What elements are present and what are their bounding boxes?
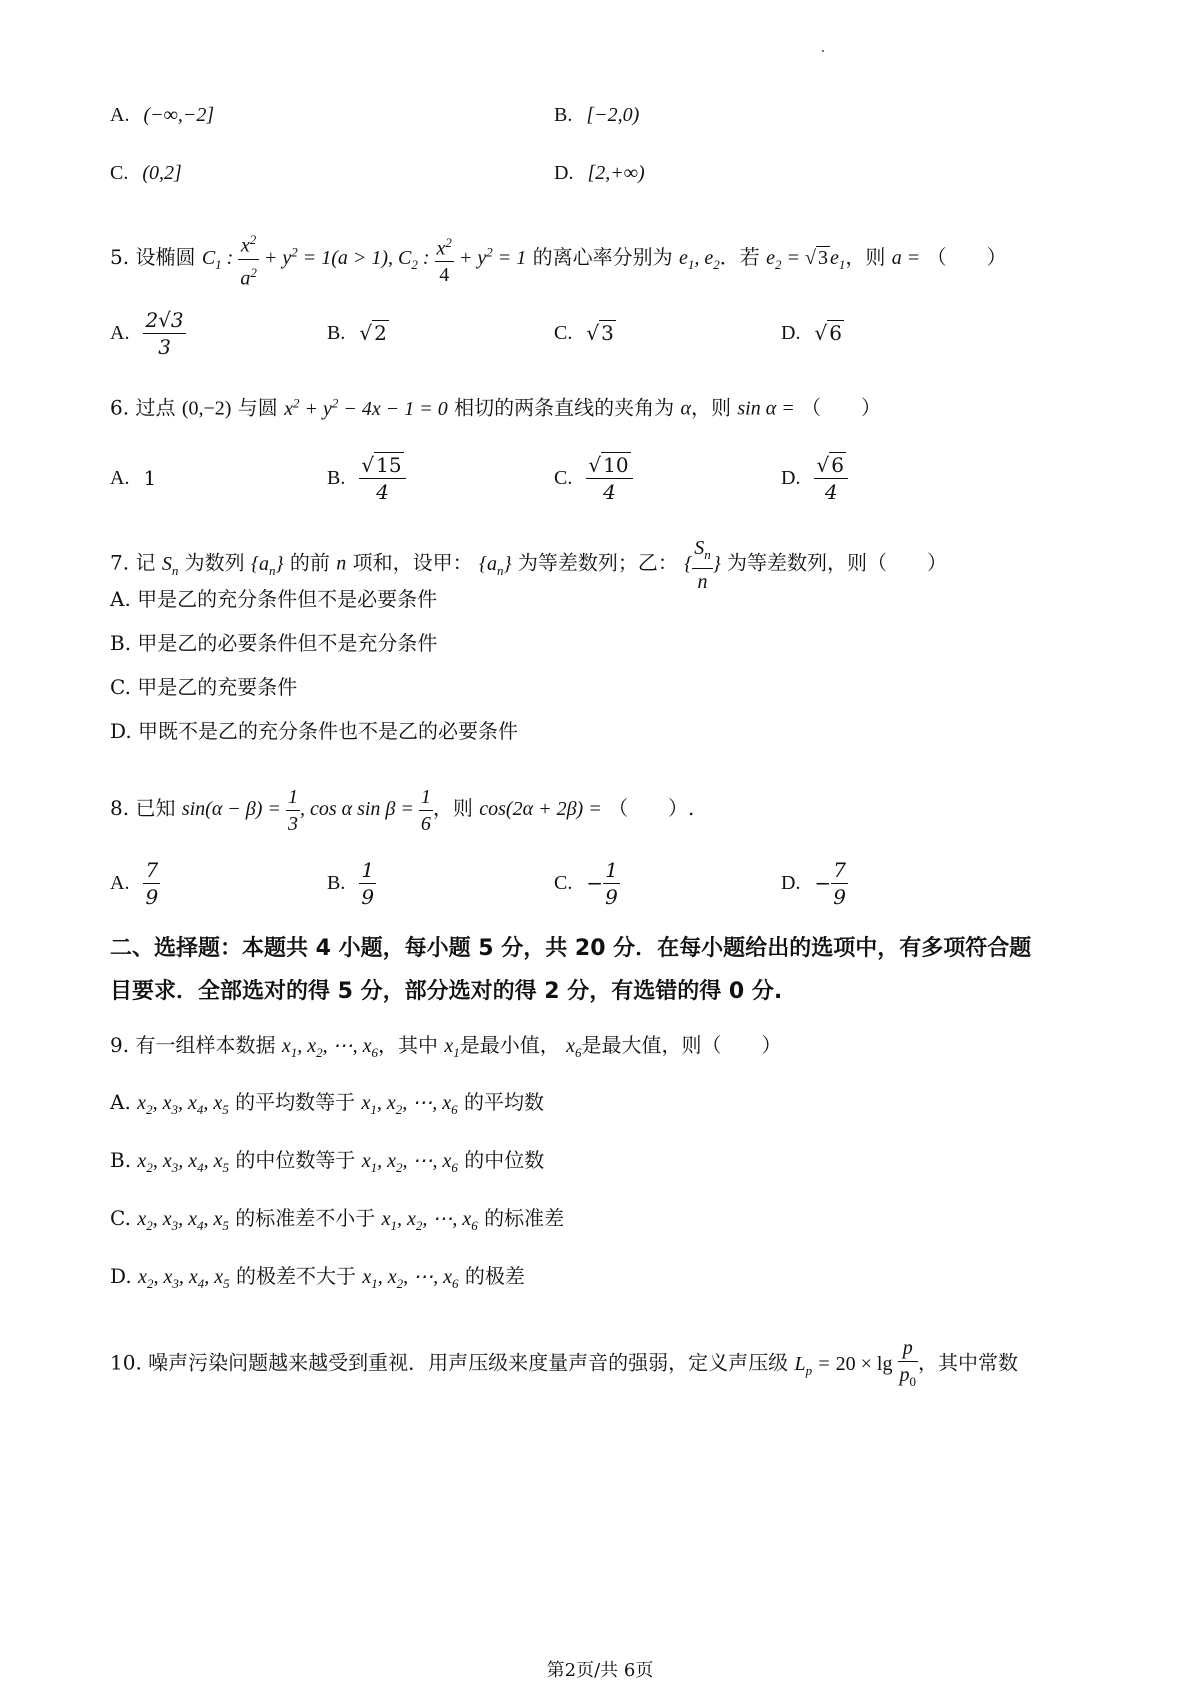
- q9-option-c[interactable]: C. $x_2$, $x_3$, $x_4$, $x_5$ 的标准差不小于 $x_1$, $x_2$, ⋯, $x_6$ 的标准差: [110, 1206, 565, 1233]
- q4-option-c[interactable]: C. (0,2]: [110, 161, 182, 184]
- q5-stem: 5. 设椭圆 $C_1$ : $\frac{x^2}{a^2}$ + $y^2 = 1(a > 1)$, $C_2$ : $\frac{x^2}{4}$ + $y^2 = 1$ 的离心率分别为 $e_1$, $e_2$．若 $e_2$ = √ 3 $e_1$，则 a = （ ）: [110, 227, 1007, 291]
- q10-formula: $L_p = 20 \times \lg$ $\frac{p}{p_0}$: [794, 1337, 916, 1389]
- section2-heading-line1: 二、选择题：本题共 4 小题，每小题 5 分，共 20 分．在每小题给出的选项中，有多项符合题: [110, 936, 1032, 961]
- q5-ellipse-c1: $C_1$ : $\frac{x^2}{a^2}$ + $y^2 = 1(a > 1)$, $C_2$ : $\frac{x^2}{4}$ + $y^2 = 1$: [202, 247, 526, 269]
- q6-stem: 6. 过点 (0,−2) 与圆 $x^2 + y^2 - 4x - 1 = 0$ 相切的两条直线的夹角为 α，则 sin α = （ ）: [110, 395, 882, 420]
- q5-option-c[interactable]: C. √ 3: [554, 321, 614, 345]
- q4-option-d[interactable]: D. [2,+∞): [554, 161, 645, 184]
- page-footer: 第2页/共 6页: [546, 1660, 654, 1681]
- q7-option-b[interactable]: B. 甲是乙的必要条件但不是充分条件: [110, 631, 438, 655]
- q8-conditions: sin(α − β) = $\frac{1}{3}$ , cos α sin β = $\frac{1}{6}$: [181, 786, 431, 835]
- q8-option-b[interactable]: B. $\frac{1}{9}$: [327, 857, 375, 909]
- section2-heading-line2: 目要求．全部选对的得 5 分，部分选对的得 2 分，有选错的得 0 分.: [110, 979, 783, 1004]
- q6-option-d[interactable]: D. $\frac{√ 6}{4}$: [781, 448, 848, 508]
- q8-options: [110, 853, 1110, 913]
- q4-options-row2: [110, 143, 1110, 203]
- q9-option-a[interactable]: A. $x_2$, $x_3$, $x_4$, $x_5$ 的平均数等于 $x_1$, $x_2$, ⋯, $x_6$ 的平均数: [110, 1090, 544, 1117]
- q6-circle-equation: $x^2 + y^2 - 4x - 1 = 0$: [284, 395, 448, 420]
- q7-option-a[interactable]: A. 甲是乙的充分条件但不是必要条件: [110, 587, 438, 611]
- q8-stem: 8. 已知 sin(α − β) = $\frac{1}{3}$ , cos α sin β = $\frac{1}{6}$ ，则 cos(2α + 2β) = （ ）.: [110, 786, 695, 835]
- q5-option-a[interactable]: A. $\frac{2√3}{3}$: [110, 307, 184, 359]
- q7-option-c[interactable]: C. 甲是乙的充要条件: [110, 675, 298, 699]
- q7-option-d[interactable]: D. 甲既不是乙的充分条件也不是乙的必要条件: [110, 719, 519, 743]
- q4-options-row1: [110, 85, 1110, 145]
- q6-point: (0,−2): [181, 397, 232, 420]
- q5-option-d[interactable]: D. √ 6: [781, 321, 842, 345]
- q4-option-a[interactable]: A. (−∞,−2]: [110, 103, 215, 126]
- q7-stem: 7. 记 $S_n$ 为数列 $\{a_n\}$ 的前 n 项和，设甲： $\{a_n\}$ 为等差数列；乙： { $\frac{S_n}{n}$ } 为等差数列，则（ ）: [110, 537, 948, 593]
- q9-stem: 9. 有一组样本数据 $x_1$, $x_2$, ⋯, $x_6$，其中 $x_1$是最小值， $x_6$是最大值，则（ ）: [110, 1033, 782, 1060]
- q6-option-b[interactable]: B. $\frac{√ 15}{4}$: [327, 448, 406, 508]
- q5-e1-e2: $e_1$, $e_2$: [679, 246, 720, 272]
- q6-option-c[interactable]: C. $\frac{√ 10}{4}$: [554, 448, 633, 508]
- q6-option-a[interactable]: A. 1: [110, 466, 157, 490]
- q8-option-d[interactable]: D. − $\frac{7}{9}$: [781, 857, 846, 909]
- q10-stem: 10. 噪声污染问题越来越受到重视．用声压级来度量声音的强弱，定义声压级 $L_p = 20 \times \lg$ $\frac{p}{p_0}$ ，其中常数: [110, 1337, 1018, 1389]
- scan-speck: [822, 50, 824, 52]
- q5-options: [110, 303, 1110, 363]
- q9-option-d[interactable]: D. $x_2$, $x_3$, $x_4$, $x_5$ 的极差不大于 $x_1$, $x_2$, ⋯, $x_6$ 的极差: [110, 1264, 525, 1291]
- q9-option-b[interactable]: B. $x_2$, $x_3$, $x_4$, $x_5$ 的中位数等于 $x_1$, $x_2$, ⋯, $x_6$ 的中位数: [110, 1148, 545, 1175]
- q5-condition: $e_2$ = √ 3 $e_1$: [766, 246, 846, 272]
- q6-options: [110, 448, 1110, 508]
- q5-option-b[interactable]: B. √ 2: [327, 321, 387, 345]
- q4-option-b[interactable]: B. [−2,0): [554, 103, 640, 126]
- q8-option-c[interactable]: C. − $\frac{1}{9}$: [554, 857, 618, 909]
- q8-option-a[interactable]: A. $\frac{7}{9}$: [110, 857, 159, 909]
